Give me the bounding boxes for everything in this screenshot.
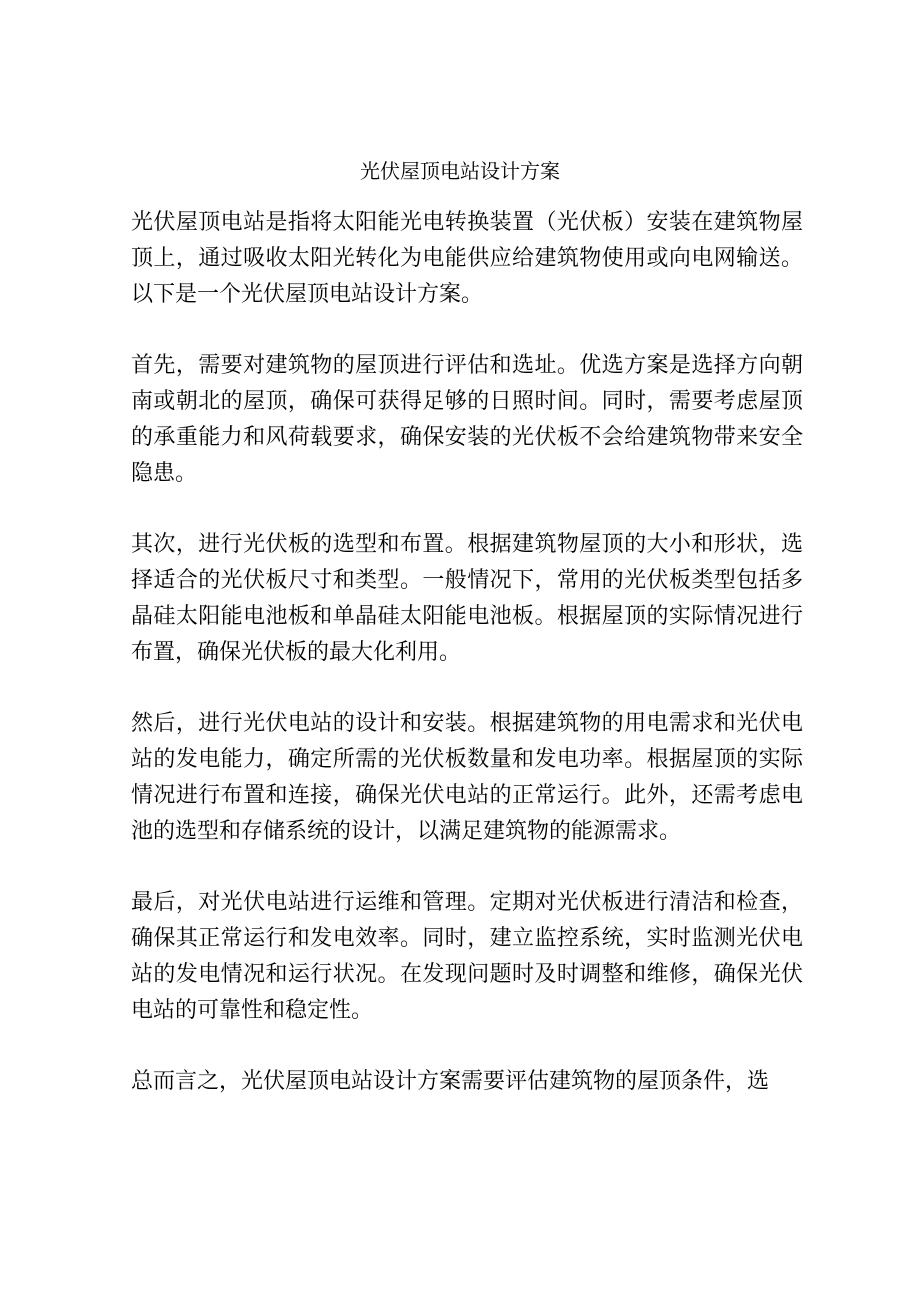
paragraph-intro: 光伏屋顶电站是指将太阳能光电转换装置（光伏板）安装在建筑物屋顶上，通过吸收太阳光转化为电能供应给建筑物使用或向电网输送。以下是一个光伏屋顶电站设计方案。 <box>131 210 803 307</box>
paragraph-operation-maintenance: 最后，对光伏电站进行运维和管理。定期对光伏板进行清洁和检查，确保其正常运行和发电效率。同时，建立监控系统，实时监测光伏电站的发电情况和运行状况。在发现问题时及时调整和维修，确保光伏电站的可靠性和稳定性。 <box>131 890 803 1023</box>
document-title: 光伏屋顶电站设计方案 <box>360 159 560 183</box>
paragraph-site-assessment: 首先，需要对建筑物的屋顶进行评估和选址。优选方案是选择方向朝南或朝北的屋顶，确保可获得足够的日照时间。同时，需要考虑屋顶的承重能力和风荷载要求，确保安装的光伏板不会给建筑物带来安全隐患。 <box>131 353 803 486</box>
paragraph-panel-selection: 其次，进行光伏板的选型和布置。根据建筑物屋顶的大小和形状，选择适合的光伏板尺寸和类型。一般情况下，常用的光伏板类型包括多晶硅太阳能电池板和单晶硅太阳能电池板。根据屋顶的实际情况进行布置，确保光伏板的最大化利用。 <box>131 532 803 665</box>
paragraph-conclusion: 总而言之，光伏屋顶电站设计方案需要评估建筑物的屋顶条件，选 <box>131 1069 770 1094</box>
paragraph-design-installation: 然后，进行光伏电站的设计和安装。根据建筑物的用电需求和光伏电站的发电能力，确定所需的光伏板数量和发电功率。根据屋顶的实际情况进行布置和连接，确保光伏电站的正常运行。此外，还需考虑电池的选型和存储系统的设计，以满足建筑物的能源需求。 <box>131 711 803 844</box>
document-body <box>131 205 803 1135</box>
